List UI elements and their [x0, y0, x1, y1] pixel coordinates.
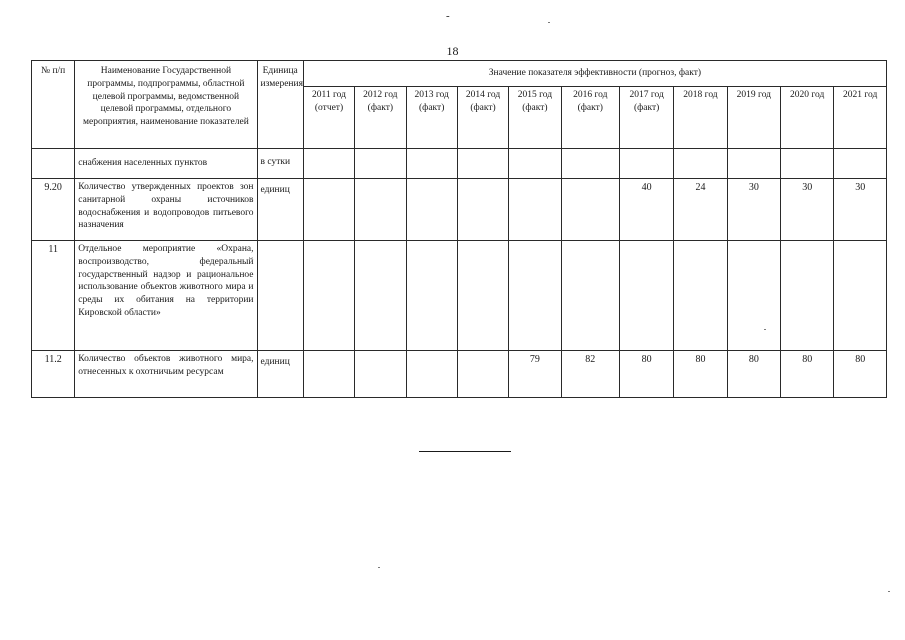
- header-year: [303, 87, 354, 149]
- header-name: Наименование Государственной программы, подпрограммы, областной целевой программы, ведомственной целевой программы, отдельного мероприятия, наименование показателей: [75, 61, 257, 149]
- header-year-note: (факт): [419, 102, 445, 113]
- header-year: [509, 87, 561, 149]
- row-name: Количество утвержденных проектов зон санитарной охраны источников водоснабжения и водопроводов питьевого назначения: [75, 179, 257, 241]
- indicators-table: [31, 60, 887, 398]
- header-year: [674, 87, 727, 149]
- bottom-rule: [419, 451, 511, 452]
- row-number: [32, 149, 75, 179]
- table-row: [32, 179, 887, 241]
- header-year-label: 2011 год: [312, 90, 346, 100]
- row-value: [781, 149, 834, 179]
- header-year: [457, 87, 508, 149]
- page-number: 18: [446, 44, 459, 58]
- row-value: [457, 241, 508, 351]
- row-value: [406, 149, 457, 179]
- row-value: [355, 149, 406, 179]
- row-value: [727, 149, 780, 179]
- row-unit: в сутки: [257, 149, 303, 179]
- row-number: 11.2: [32, 351, 75, 398]
- header-year-note: (факт): [367, 102, 394, 113]
- table-body: [32, 149, 887, 398]
- header-year-note: (отчет): [314, 102, 344, 113]
- row-value: [457, 149, 508, 179]
- header-year-note: (факт): [577, 102, 603, 113]
- row-value: 80: [727, 351, 780, 398]
- row-value: [355, 241, 406, 351]
- row-value: [619, 149, 673, 179]
- row-value: 80: [834, 351, 887, 398]
- row-unit: [257, 241, 303, 351]
- row-value: [509, 241, 561, 351]
- row-value: 30: [834, 179, 887, 241]
- row-value: [561, 149, 619, 179]
- row-value: [619, 241, 673, 351]
- header-year-label: 2014 год: [465, 90, 501, 100]
- header-num: № п/п: [32, 61, 75, 149]
- row-value: [355, 351, 406, 398]
- table-row: [32, 149, 887, 179]
- row-value: [303, 241, 354, 351]
- header-year-label: 2013 год: [414, 90, 449, 100]
- row-name: Количество объектов животного мира, отнесенных к охотничьим ресурсам: [75, 351, 257, 398]
- scan-speck: [378, 567, 380, 568]
- row-value: [781, 241, 834, 351]
- header-unit: Единица измерения: [257, 61, 303, 149]
- table-header: [32, 61, 887, 149]
- row-value: 24: [674, 179, 727, 241]
- row-value: 79: [509, 351, 561, 398]
- header-year-note: (факт): [633, 102, 660, 113]
- row-value: 80: [674, 351, 727, 398]
- row-name: Отдельное мероприятие «Охрана, воспроизводство, федеральный государственный надзор и рациональное использование объектов животного мира и среды их обитания на территории Кировской области»: [75, 241, 257, 351]
- table-row: [32, 351, 887, 398]
- row-value: 30: [781, 179, 834, 241]
- header-year: [355, 87, 406, 149]
- row-value: [457, 179, 508, 241]
- row-value: [406, 241, 457, 351]
- header-year: [619, 87, 673, 149]
- row-name: снабжения населенных пунктов: [75, 149, 257, 179]
- row-value: [457, 351, 508, 398]
- row-value: [406, 179, 457, 241]
- scan-speck: [764, 329, 766, 330]
- row-value: [303, 179, 354, 241]
- header-year-label: 2015 год: [517, 90, 553, 100]
- row-value: [509, 179, 561, 241]
- header-year: [834, 87, 887, 149]
- row-value: 80: [619, 351, 673, 398]
- row-value: [834, 241, 887, 351]
- table-row: [32, 241, 887, 351]
- header-year-label: 2019 год: [736, 90, 772, 100]
- row-value: 82: [561, 351, 619, 398]
- header-year-label: 2018 год: [683, 90, 718, 100]
- header-year-note: (факт): [522, 102, 548, 113]
- row-value: [561, 179, 619, 241]
- row-value: [561, 241, 619, 351]
- row-unit: единиц: [257, 179, 303, 241]
- header-year: [406, 87, 457, 149]
- scan-speck: [888, 591, 890, 592]
- header-year-label: 2012 год: [363, 90, 398, 100]
- row-value: [509, 149, 561, 179]
- header-year-label: 2017 год: [629, 90, 664, 100]
- row-value: [303, 149, 354, 179]
- header-year-label: 2021 год: [843, 90, 878, 100]
- header-indicator-group: Значение показателя эффективности (прогноз, факт): [303, 61, 886, 87]
- scan-speck: [548, 22, 550, 23]
- row-value: [355, 179, 406, 241]
- row-value: [834, 149, 887, 179]
- top-mark: -: [446, 10, 450, 22]
- header-year-label: 2020 год: [790, 90, 825, 100]
- row-value: 40: [619, 179, 673, 241]
- row-number: 9.20: [32, 179, 75, 241]
- row-value: [674, 241, 727, 351]
- row-number: 11: [32, 241, 75, 351]
- header-year: [781, 87, 834, 149]
- header-year-note: (факт): [470, 102, 496, 113]
- row-value: 30: [727, 179, 780, 241]
- header-year-label: 2016 год: [573, 90, 608, 100]
- header-year: [727, 87, 780, 149]
- row-value: 80: [781, 351, 834, 398]
- row-value: [727, 241, 780, 351]
- row-value: [406, 351, 457, 398]
- row-unit: единиц: [257, 351, 303, 398]
- row-value: [674, 149, 727, 179]
- row-value: [303, 351, 354, 398]
- header-year: [561, 87, 619, 149]
